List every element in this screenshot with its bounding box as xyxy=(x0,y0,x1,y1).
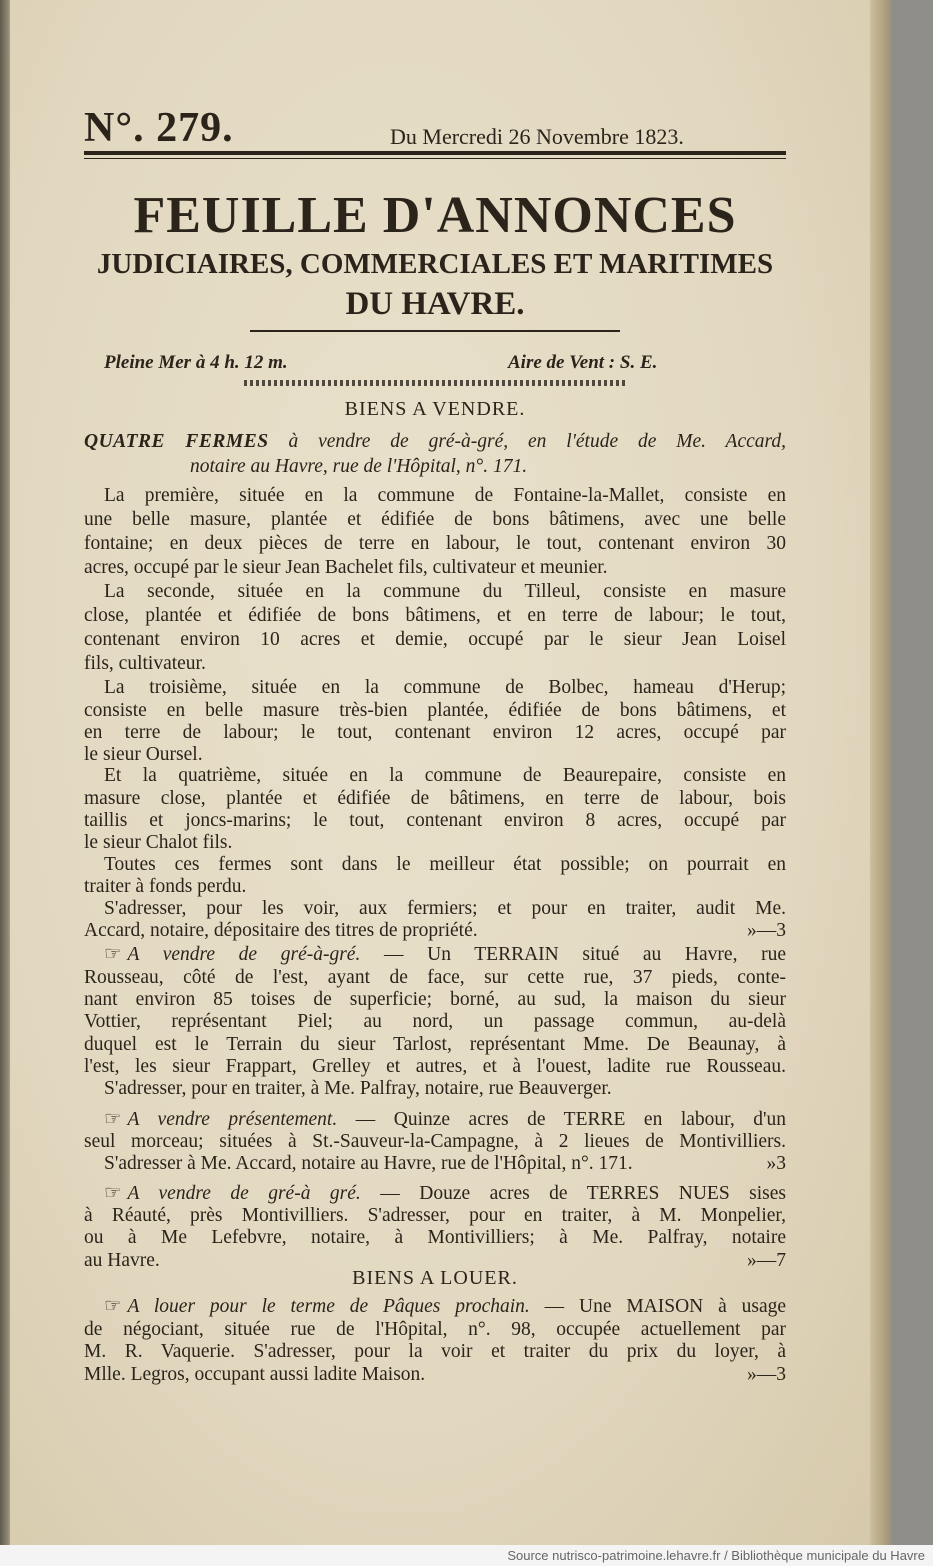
line-text: Et la quatrième, située en la commune de Beaurepaire, consiste en xyxy=(104,765,786,786)
double-rule xyxy=(84,151,786,159)
text-line xyxy=(84,989,786,1011)
line-text: Vottier, représentant Piel; au nord, un passage commun, au-delà xyxy=(84,1011,786,1032)
intro-lead: QUATRE FERMES xyxy=(84,431,269,452)
line-text: masure close, plantée et édifiée de bâtimens, en terre de labour, bois xyxy=(84,788,786,809)
advert-lead: A vendre de gré-à-gré. xyxy=(127,944,361,965)
text-line xyxy=(84,967,786,989)
text-line xyxy=(84,700,786,722)
text-line xyxy=(84,788,786,810)
line-text: en terre de labour; le tout, contenant environ 12 acres, occupé par xyxy=(84,722,786,743)
line-text: de négociant, située rue de l'Hôpital, n°. 98, occupée actuellement par xyxy=(84,1319,786,1340)
text-line xyxy=(84,557,786,579)
line-text: ou à Me Lefebvre, notaire, à Montivilliers; à Me. Palfray, notaire xyxy=(84,1227,786,1248)
page-edge xyxy=(870,0,892,1545)
line-text: Mlle. Legros, occupant aussi ladite Maison. xyxy=(84,1364,426,1385)
masthead-subtitle: JUDICIAIRES, COMMERCIALES ET MARITIMES xyxy=(96,248,774,280)
text-line xyxy=(84,1227,786,1249)
insertion-mark: »—3 xyxy=(747,1364,786,1385)
line-text: La première, située en la commune de Fontaine-la-Mallet, consiste en xyxy=(104,485,786,506)
text-line xyxy=(84,1153,786,1175)
pointing-hand-icon: ☞ xyxy=(104,1183,122,1204)
masthead-city: DU HAVRE. xyxy=(345,286,525,322)
line-text: La seconde, située en la commune du Tilleul, consiste en masure xyxy=(104,581,786,602)
text-line xyxy=(84,854,786,876)
line-text: fontaine; en deux pièces de terre en labour, le tout, contenant environ 30 xyxy=(84,533,786,554)
advert-lead: A louer pour le terme de Pâques prochain. xyxy=(127,1296,530,1317)
text-line xyxy=(84,898,786,920)
advert-text: — Douze acres de TERRES NUES sises xyxy=(360,1183,786,1204)
section-heading-sale: BIENS A VENDRE. xyxy=(344,398,526,420)
intro-rest: à vendre de gré-à-gré, en l'étude de Me. Accard, xyxy=(268,431,786,452)
line-text: une belle masure, plantée et édifiée de bons bâtimens, avec une belle xyxy=(84,509,786,530)
line-text: taillis et joncs-marins; le tout, contenant environ 8 acres, occupé par xyxy=(84,810,786,831)
line-text: à Réauté, près Montivilliers. S'adresser, pour en traiter, à M. Monpelier, xyxy=(84,1205,786,1226)
line-text: le sieur Chalot fils. xyxy=(84,832,233,853)
line-text: le sieur Oursel. xyxy=(84,744,203,765)
text-line xyxy=(84,920,786,942)
text-line xyxy=(84,677,786,699)
issue-date: Du Mercredi 26 Novembre 1823. xyxy=(390,124,684,149)
text-line xyxy=(84,876,786,898)
text-line xyxy=(84,1078,786,1100)
line-text: S'adresser, pour les voir, aux fermiers; et pour en traiter, audit Me. xyxy=(104,898,786,919)
section-heading-rent: BIENS A LOUER. xyxy=(352,1267,518,1289)
insertion-mark: »—7 xyxy=(747,1250,786,1271)
line-text: duquel est le Terrain du sieur Tarlost, représentant Mme. De Beaunay, à xyxy=(84,1034,786,1055)
intro-line: notaire au Havre, rue de l'Hôpital, n°. 171. xyxy=(190,456,528,477)
insertion-mark: »—3 xyxy=(747,920,786,941)
text-line xyxy=(84,1034,786,1056)
line-text: au Havre. xyxy=(84,1250,160,1271)
advert-lead-line xyxy=(84,1183,786,1205)
advert-text: — Quinze acres de TERRE en labour, d'un xyxy=(337,1109,786,1130)
text-line xyxy=(84,509,786,531)
line-text: nant environ 85 toises de superficie; borné, au sud, la maison du sieur xyxy=(84,989,786,1010)
wavy-rule xyxy=(244,380,628,386)
text-line xyxy=(84,1319,786,1341)
text-line xyxy=(84,581,786,603)
advert-lead-line xyxy=(84,1109,786,1131)
text-line xyxy=(84,1131,786,1153)
line-text: La troisième, située en la commune de Bolbec, hameau d'Herup; xyxy=(104,677,786,698)
line-text: traiter à fonds perdu. xyxy=(84,876,247,897)
text-line xyxy=(84,832,786,854)
line-text: S'adresser, pour en traiter, à Me. Palfray, notaire, rue Beauverger. xyxy=(104,1078,612,1099)
line-text: Toutes ces fermes sont dans le meilleur état possible; on pourrait en xyxy=(104,854,786,875)
text-line xyxy=(84,485,786,507)
advert-lead: A vendre de gré-à gré. xyxy=(127,1183,361,1204)
tide-info: Pleine Mer à 4 h. 12 m. xyxy=(104,352,288,373)
line-text: acres, occupé par le sieur Jean Bachelet fils, cultivateur et meunier. xyxy=(84,557,608,578)
wind-info: Aire de Vent : S. E. xyxy=(508,352,658,373)
text-line xyxy=(84,1341,786,1363)
text-line xyxy=(84,653,786,675)
rule xyxy=(250,330,620,332)
line-text: Accard, notaire, dépositaire des titres de propriété. xyxy=(84,920,478,941)
text-line xyxy=(84,765,786,787)
line-text: Rousseau, côté de l'est, ayant de face, sur cette rue, 37 pieds, conte- xyxy=(84,967,786,988)
text-line xyxy=(84,1364,786,1386)
text-line xyxy=(84,629,786,651)
line-text: consiste en belle masure très-bien plantée, édifiée de bons bâtimens, et xyxy=(84,700,786,721)
issue-number: N°. 279. xyxy=(84,105,234,151)
pointing-hand-icon: ☞ xyxy=(104,1296,122,1317)
source-credit: Source nutrisco-patrimoine.lehavre.fr / Bibliothèque municipale du Havre xyxy=(507,1548,925,1563)
advert-lead-line xyxy=(84,944,786,966)
advert-lead: A vendre présentement. xyxy=(127,1109,338,1130)
line-text: M. R. Vaquerie. S'adresser, pour la voir et traiter du prix du loyer, à xyxy=(84,1341,786,1362)
advert-text: — Un TERRAIN situé au Havre, rue xyxy=(360,944,786,965)
footer-bar xyxy=(0,1545,933,1566)
advert-lead-line xyxy=(84,1296,786,1318)
text-line xyxy=(84,1011,786,1033)
line-text: seul morceau; situées à St.-Sauveur-la-Campagne, à 2 lieues de Montivilliers. xyxy=(84,1131,786,1152)
text-line xyxy=(84,1056,786,1078)
text-line xyxy=(84,533,786,555)
line-text: close, plantée et édifiée de bons bâtimens, et en terre de labour; le tout, xyxy=(84,605,786,626)
text-line xyxy=(84,605,786,627)
line-text: S'adresser à Me. Accard, notaire au Havre, rue de l'Hôpital, n°. 171. xyxy=(104,1153,633,1174)
advert-text: — Une MAISON à usage xyxy=(529,1296,786,1317)
pointing-hand-icon: ☞ xyxy=(104,944,122,965)
text-line xyxy=(84,722,786,744)
masthead-title: FEUILLE D'ANNONCES xyxy=(133,187,737,244)
line-text: fils, cultivateur. xyxy=(84,653,206,674)
line-text: l'est, les sieur Frappart, Grelley et autres, et à l'ouest, ladite rue Rousseau. xyxy=(84,1056,786,1077)
pointing-hand-icon: ☞ xyxy=(104,1109,122,1130)
line-text: contenant environ 10 acres et demie, occupé par le sieur Jean Loisel xyxy=(84,629,786,650)
insertion-mark: »3 xyxy=(766,1153,786,1174)
text-line xyxy=(84,1205,786,1227)
intro-line xyxy=(84,431,786,453)
text-line xyxy=(84,744,786,766)
text-line xyxy=(84,810,786,832)
